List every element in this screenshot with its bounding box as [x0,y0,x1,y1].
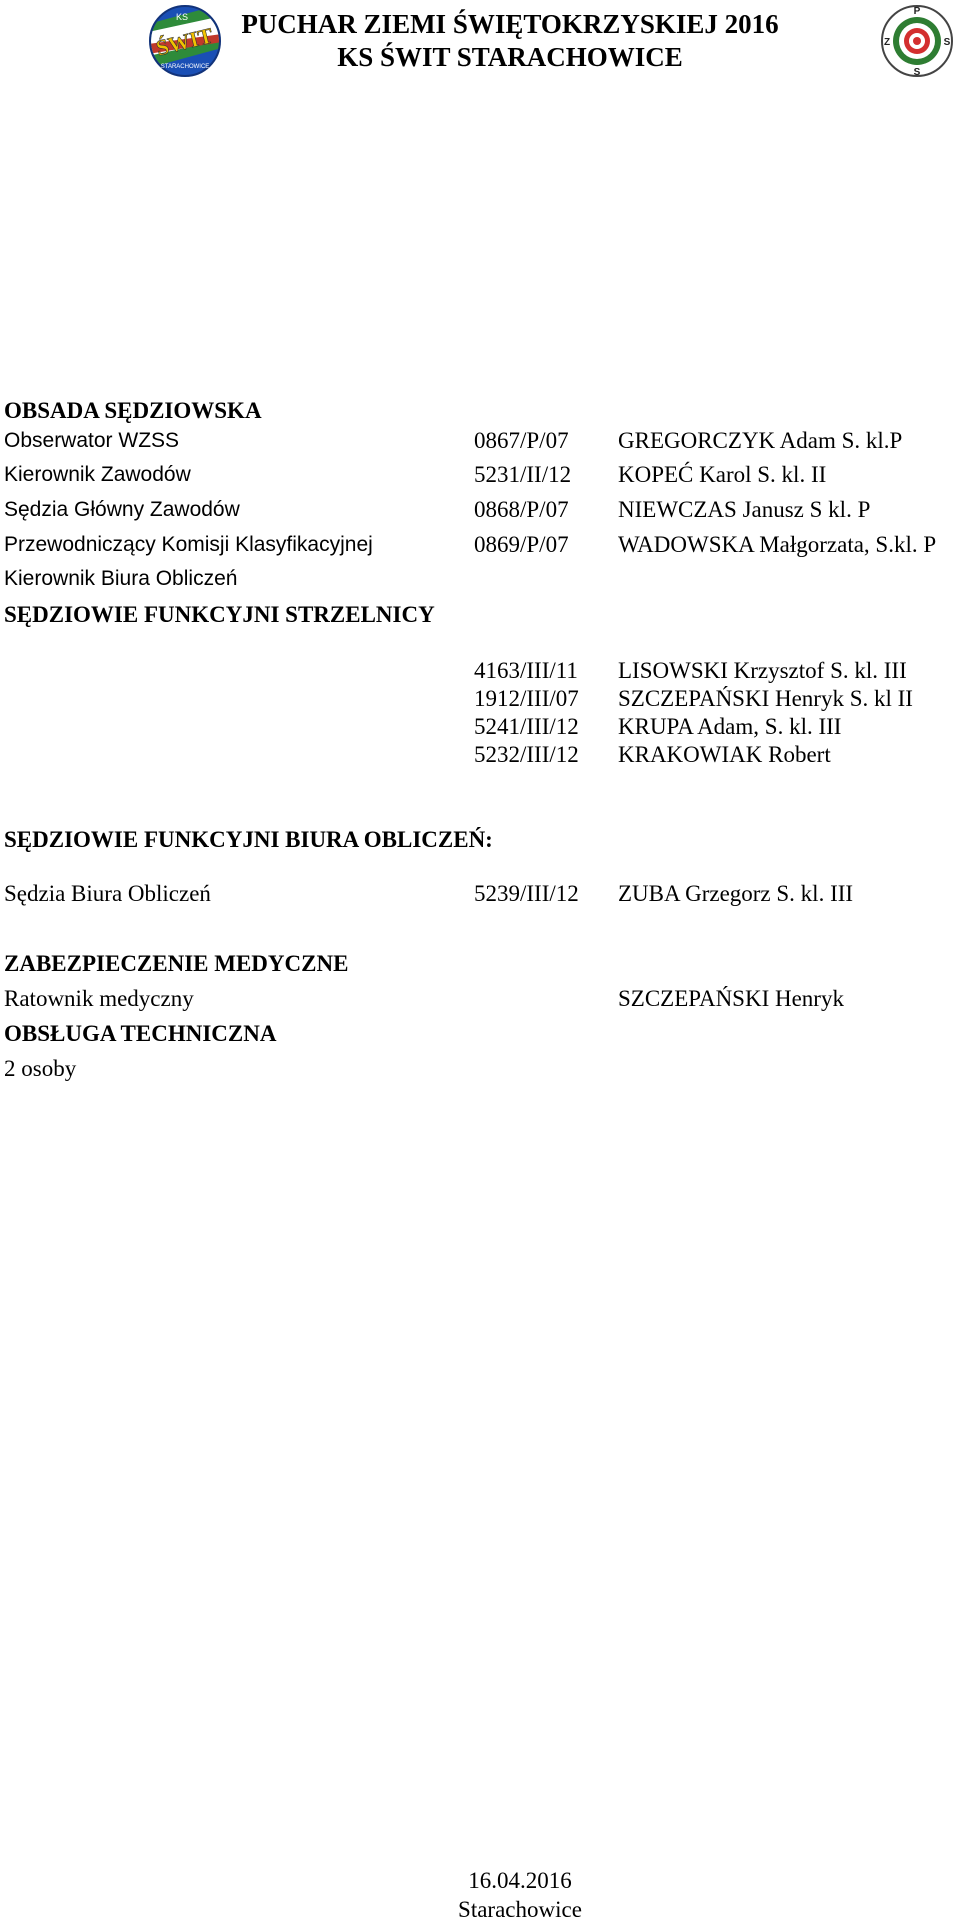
license-number: 1912/III/07 [474,686,579,711]
pzss-logo [880,4,954,78]
license-number: 0867/P/07 [474,428,569,453]
medic-name: SZCZEPAŃSKI Henryk [618,986,844,1011]
judge-name: KRUPA Adam, S. kl. III [618,714,842,739]
role-label: Przewodniczący Komisji Klasyfikacyjnej [4,533,373,556]
license-number: 4163/III/11 [474,658,578,683]
section-heading-obsada: OBSADA SĘDZIOWSKA [4,398,262,423]
svg-text:P: P [913,6,921,17]
svg-text:S: S [943,37,951,48]
license-number: 0868/P/07 [474,497,569,522]
judge-name: WADOWSKA Małgorzata, S.kl. P [618,532,937,557]
document-title: PUCHAR ZIEMI ŚWIĘTOKRZYSKIEJ 2016 [241,9,779,39]
judge-name: ZUBA Grzegorz S. kl. III [618,881,854,906]
judge-name: SZCZEPAŃSKI Henryk S. kl II [618,686,913,711]
section-heading-strzelnicy: SĘDZIOWIE FUNKCYJNI STRZELNICY [4,602,435,627]
role-label: Obserwator WZSS [4,429,180,452]
technical-staff-count: 2 osoby [4,1056,77,1081]
role-label: Sędzia Biura Obliczeń [4,881,211,906]
judge-name: GREGORCZYK Adam S. kl.P [618,428,903,453]
judge-name: KRAKOWIAK Robert [618,742,831,767]
svg-text:S: S [913,67,921,78]
footer-date: 16.04.2016 [468,1868,572,1893]
section-heading-techniczna: OBSŁUGA TECHNICZNA [4,1021,277,1046]
role-label: Kierownik Zawodów [4,463,191,486]
judge-name: LISOWSKI Krzysztof S. kl. III [618,658,907,683]
svg-text:KS: KS [175,12,189,22]
role-label: Ratownik medyczny [4,986,194,1011]
license-number: 0869/P/07 [474,532,569,557]
license-number: 5239/III/12 [474,881,579,906]
judge-name: KOPEĆ Karol S. kl. II [618,462,827,487]
club-name: KS ŚWIT STARACHOWICE [337,42,683,72]
footer-place: Starachowice [458,1897,582,1922]
section-heading-biuro: SĘDZIOWIE FUNKCYJNI BIURA OBLICZEŃ: [4,827,493,852]
role-label: Kierownik Biura Obliczeń [4,567,238,590]
svg-text:ŚWIT: ŚWIT [153,22,216,61]
svg-text:Z: Z [883,37,891,48]
svg-text:STARACHOWICE: STARACHOWICE [160,64,210,70]
judge-name: NIEWCZAS Janusz S kl. P [618,497,871,522]
license-number: 5232/III/12 [474,742,579,767]
license-number: 5231/II/12 [474,462,572,487]
license-number: 5241/III/12 [474,714,579,739]
section-heading-medyczne: ZABEZPIECZENIE MEDYCZNE [4,951,349,976]
role-label: Sędzia Główny Zawodów [4,498,240,521]
